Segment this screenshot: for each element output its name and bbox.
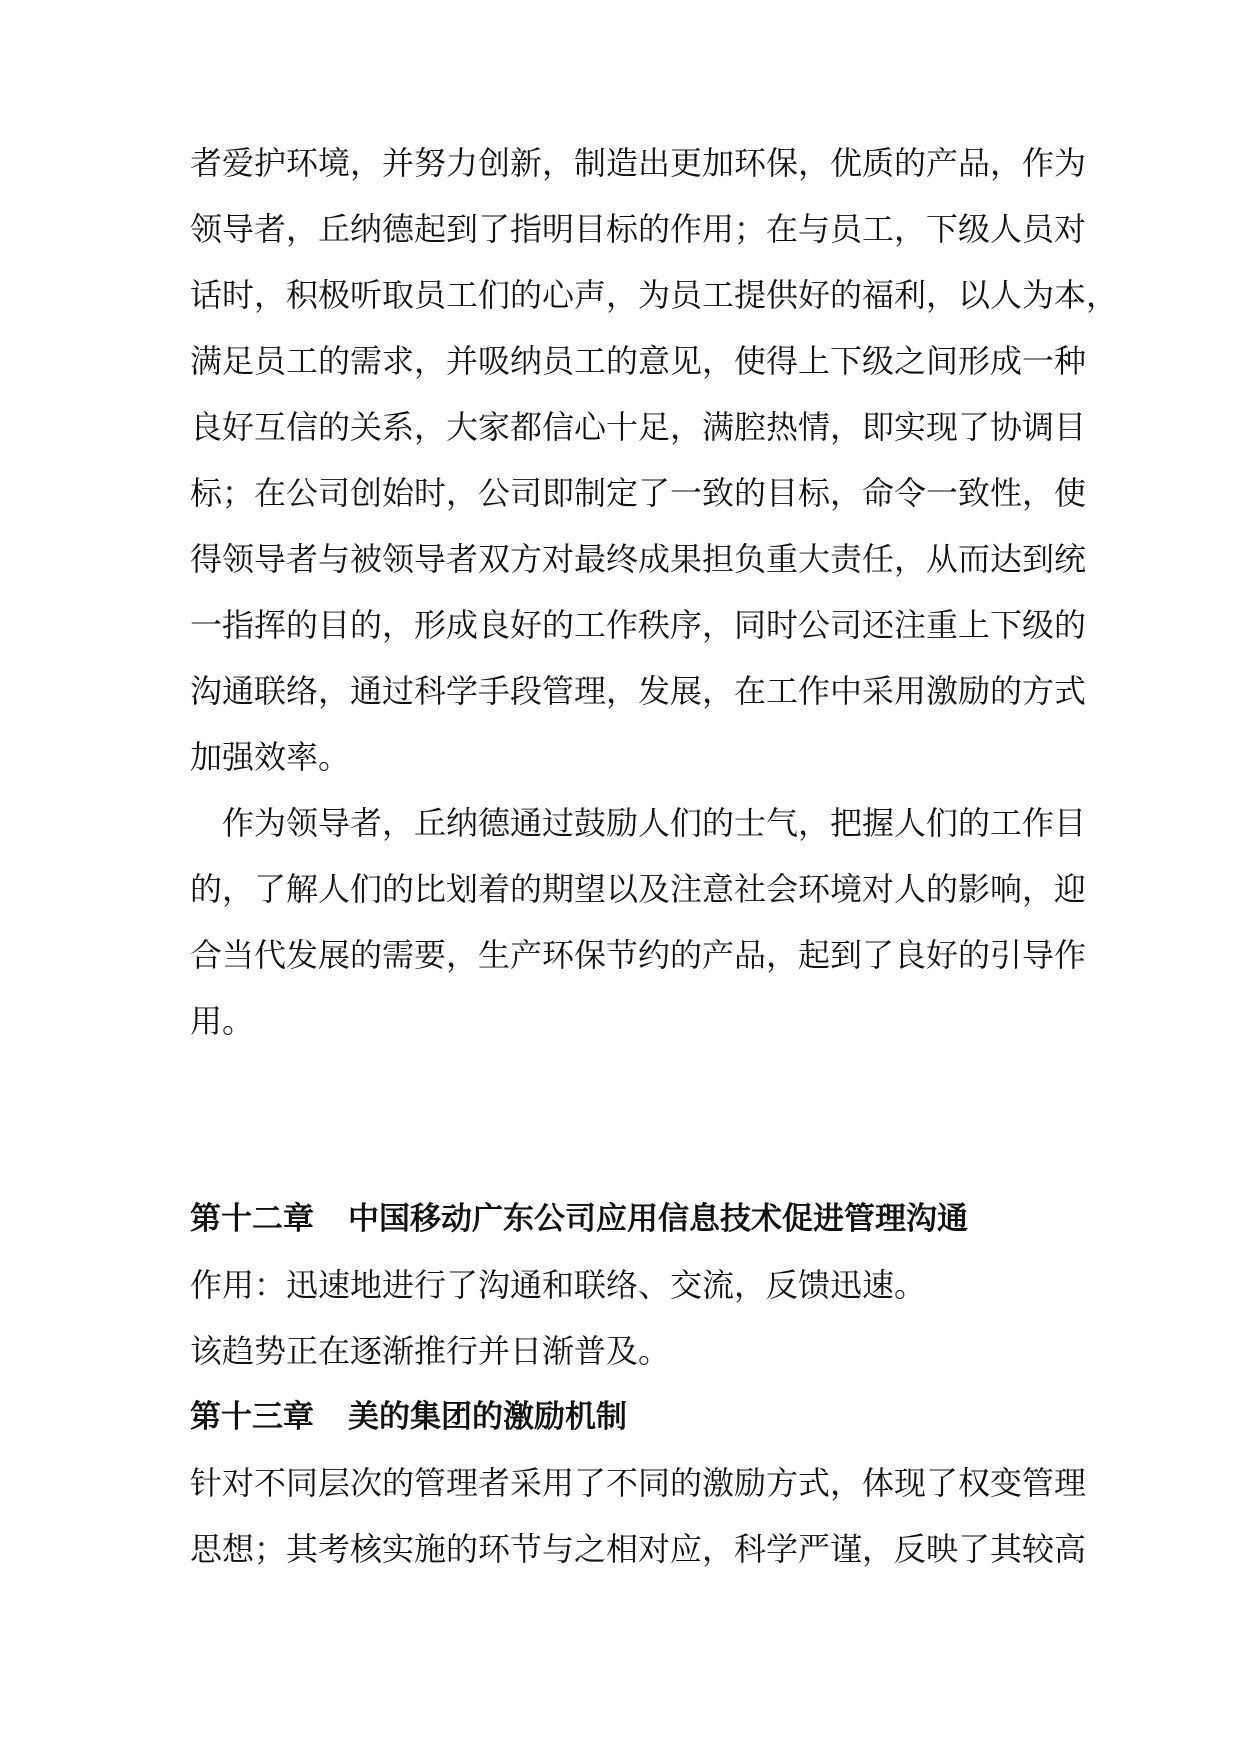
- paragraph-line: 良好互信的关系，大家都信心十足，满腔热情，即实现了协调目: [190, 408, 1087, 446]
- chapter-number: 第十三章: [190, 1399, 314, 1435]
- chapter-13-heading: [190, 1384, 627, 1450]
- paragraph-line: 作为领导者，丘纳德通过鼓励人们的士气，把握人们的工作目: [222, 804, 1087, 842]
- chapter-12-heading: [190, 1186, 968, 1252]
- paragraph-line: 一指挥的目的，形成良好的工作秩序，同时公司还注重上下级的: [190, 606, 1087, 644]
- paragraph-line: 者爱护环境，并努力创新，制造出更加环保，优质的产品，作为: [190, 144, 1087, 182]
- paragraph-line: 领导者，丘纳德起到了指明目标的作用；在与员工，下级人员对: [190, 210, 1087, 248]
- chapter-12-line: 作用：迅速地进行了沟通和联络、交流，反馈迅速。: [190, 1266, 927, 1304]
- chapter-title: 中国移动广东公司应用信息技术促进管理沟通: [348, 1201, 968, 1237]
- chapter-number: 第十二章: [190, 1201, 314, 1237]
- chapter-13-line: 针对不同层次的管理者采用了不同的激励方式，体现了权变管理: [190, 1464, 1087, 1502]
- paragraph-line: 加强效率。: [190, 738, 351, 776]
- paragraph-line: 标；在公司创始时，公司即制定了一致的目标，命令一致性，使: [190, 474, 1087, 512]
- chapter-12-line: 该趋势正在逐渐推行并日渐普及。: [190, 1332, 671, 1370]
- paragraph-line: 用。: [190, 1002, 255, 1040]
- chapter-13-line: 思想；其考核实施的环节与之相对应，科学严谨，反映了其较高: [190, 1530, 1087, 1568]
- paragraph-line: 得领导者与被领导者双方对最终成果担负重大责任，从而达到统: [190, 540, 1087, 578]
- paragraph-line: 的，了解人们的比划着的期望以及注意社会环境对人的影响，迎: [190, 870, 1087, 908]
- paragraph-line: 沟通联络，通过科学手段管理，发展，在工作中采用激励的方式: [190, 672, 1087, 710]
- paragraph-line: 话时，积极听取员工们的心声，为员工提供好的福利，以人为本，: [190, 276, 1119, 314]
- paragraph-line: 合当代发展的需要，生产环保节约的产品，起到了良好的引导作: [190, 936, 1087, 974]
- chapter-title: 美的集团的激励机制: [348, 1399, 627, 1435]
- paragraph-line: 满足员工的需求，并吸纳员工的意见，使得上下级之间形成一种: [190, 342, 1087, 380]
